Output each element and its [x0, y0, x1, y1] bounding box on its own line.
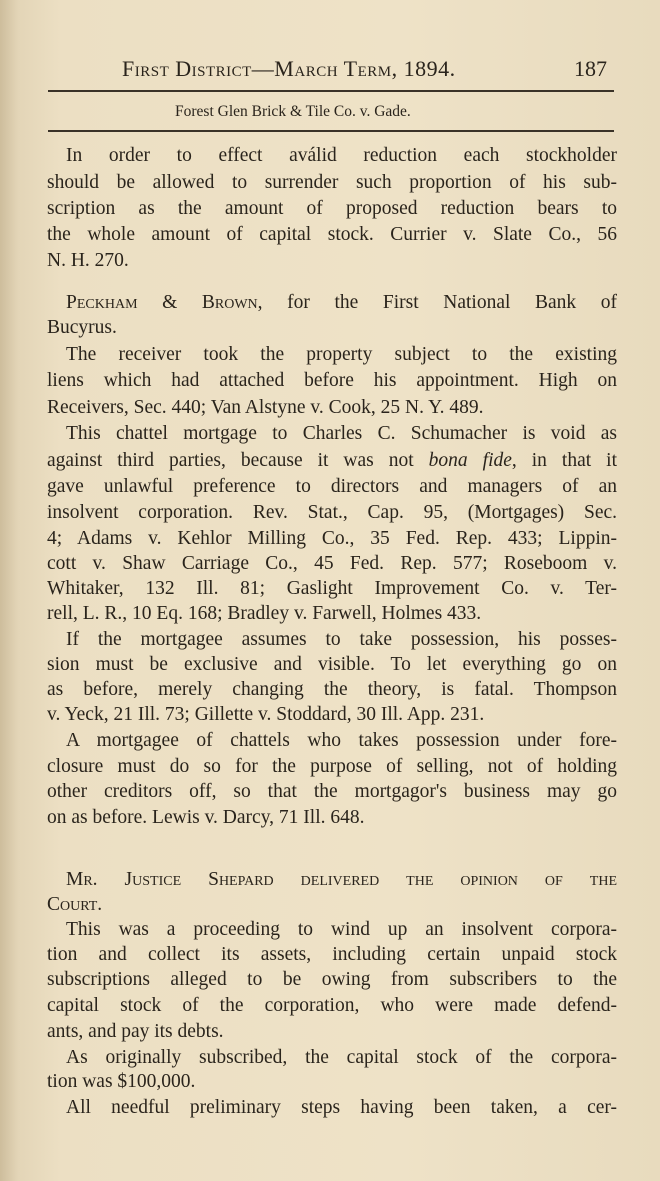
counsel-name: Peckham & Brown,	[66, 292, 263, 313]
text-line: scription as the amount of proposed reduction bears to	[47, 198, 617, 219]
text-line: Receivers, Sec. 440; Van Alstyne v. Cook, 25 N. Y. 489.	[47, 397, 484, 418]
text-line: This was a proceeding to wind up an insolvent corpora-	[66, 919, 617, 940]
text-line: Bucyrus.	[47, 317, 117, 338]
text-line: This chattel mortgage to Charles C. Schumacher is void as	[66, 423, 617, 444]
text-line: capital stock of the corporation, who were made defend-	[47, 995, 617, 1016]
text-line: Whitaker, 132 Ill. 81; Gaslight Improvement Co. v. Ter-	[47, 578, 617, 599]
text-line	[47, 449, 617, 473]
text-line: gave unlawful preference to directors and managers of an	[47, 476, 617, 497]
text-line: insolvent corporation. Rev. Stat., Cap. 95, (Mortgages) Sec.	[47, 502, 617, 523]
text-line: closure must do so for the purpose of selling, not of holding	[47, 756, 617, 777]
opinion-heading: Court.	[47, 894, 103, 915]
text-line: other creditors off, so that the mortgagor's business may go	[47, 781, 617, 802]
text-line: tion and collect its assets, including certain unpaid stock	[47, 944, 617, 965]
text-line: If the mortgagee assumes to take possession, his posses-	[66, 629, 617, 650]
text-line: tion was $100,000.	[47, 1071, 196, 1092]
text-line: v. Yeck, 21 Ill. 73; Gillette v. Stoddard, 30 Ill. App. 231.	[47, 704, 485, 725]
text-line: 4; Adams v. Kehlor Milling Co., 35 Fed. Rep. 433; Lippin-	[47, 528, 617, 549]
text-line: A mortgagee of chattels who takes possession under fore-	[66, 730, 617, 751]
text-line: should be allowed to surrender such proportion of his sub-	[47, 172, 617, 193]
text-segment: against third parties, because it was not	[47, 450, 414, 471]
text-line: the whole amount of capital stock. Currier v. Slate Co., 56	[47, 224, 617, 245]
text-line: The receiver took the property subject to the existing	[66, 344, 617, 365]
text-line: N. H. 270.	[47, 250, 129, 271]
text-line: rell, L. R., 10 Eq. 168; Bradley v. Farwell, Holmes 433.	[47, 603, 482, 624]
page-number: 187	[574, 56, 607, 81]
text-line: All needful preliminary steps having been taken, a cer-	[66, 1097, 617, 1118]
page-title: First District—March Term, 1894.	[122, 56, 456, 81]
text-line: liens which had attached before his appointment. High on	[47, 370, 617, 391]
text-line: cott v. Shaw Carriage Co., 45 Fed. Rep. 577; Roseboom v.	[47, 553, 617, 574]
text-line: as before, merely changing the theory, is fatal. Thompson	[47, 679, 617, 700]
counsel-for: for the First National Bank of	[287, 292, 618, 313]
text-line: sion must be exclusive and visible. To let everything go on	[47, 654, 617, 675]
italic-phrase: bona fide	[428, 450, 512, 471]
text-line: In order to effect aválid reduction each stockholder	[66, 145, 617, 166]
text-line: As originally subscribed, the capital stock of the corpora-	[66, 1047, 617, 1068]
opinion-heading: Mr. Justice Shepard delivered the opinion of the	[66, 869, 617, 890]
text-line: subscriptions alleged to be owing from subscribers to the	[47, 969, 617, 990]
running-head: Forest Glen Brick & Tile Co. v. Gade.	[175, 103, 411, 120]
text-line: ants, and pay its debts.	[47, 1021, 224, 1042]
counsel-line	[66, 291, 617, 315]
text-line: on as before. Lewis v. Darcy, 71 Ill. 648.	[47, 807, 365, 828]
header-rule	[48, 90, 614, 92]
text-segment: , in that it	[511, 450, 617, 471]
running-head-rule	[48, 130, 614, 132]
